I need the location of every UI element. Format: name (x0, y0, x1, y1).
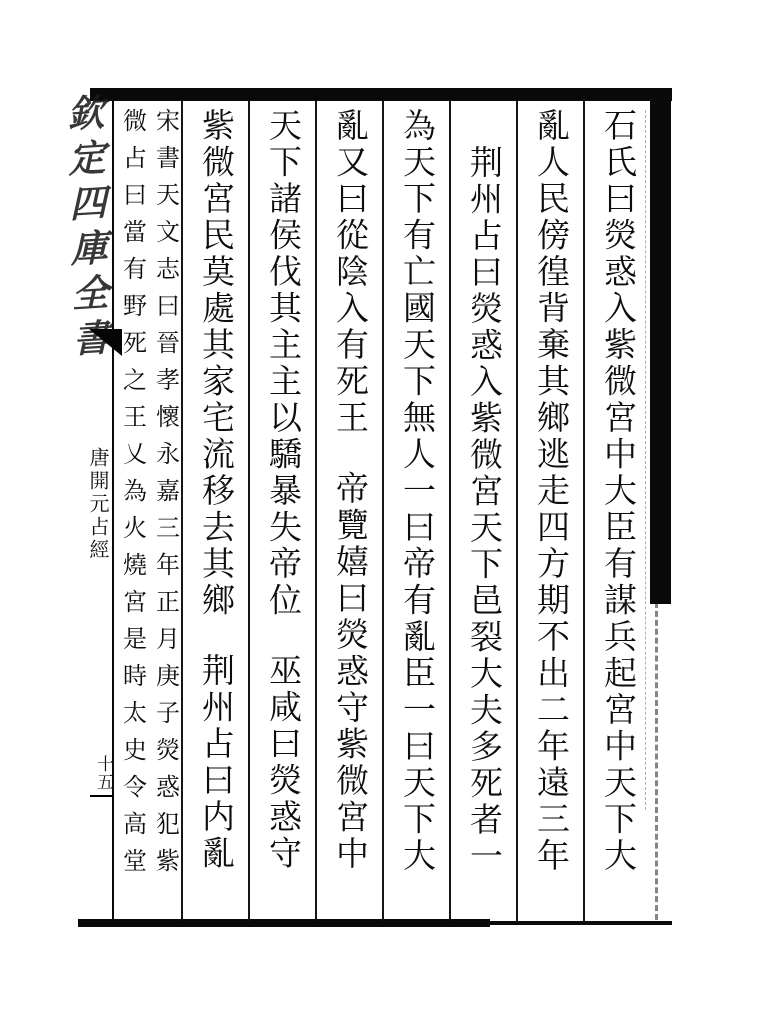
text-column (584, 108, 649, 920)
text-segment: 為天下有亡國天下無人一曰帝有亂臣一曰天下大 (398, 108, 434, 875)
text-segment: 巫咸曰熒惑守 (264, 653, 300, 872)
text-column (316, 108, 381, 920)
text-segment: 亂人民傍徨背棄其鄉逃走四方期不出二年遠三年 (532, 108, 568, 875)
frame-top-border (90, 88, 672, 101)
text-column (383, 108, 448, 920)
fold-corner-mark (89, 329, 122, 356)
folio-number: 十五 (94, 755, 113, 791)
text-segment: 紫微宮民莫處其家宅流移去其鄉 (197, 108, 233, 619)
text-segment: 亂又曰從陰入有死王 (331, 108, 367, 437)
folio-underline (90, 795, 112, 797)
frame-bottom-border-thick (78, 919, 490, 927)
margin-work-title: 唐開元占經 (86, 447, 108, 562)
frame-right-border (650, 88, 671, 604)
text-column (249, 108, 314, 920)
text-segment: 石氏曰熒惑入紫微宮中大臣有謀兵起宮中天下大 (599, 108, 635, 875)
text-column (450, 108, 515, 957)
text-column (182, 108, 247, 920)
annotation-subcolumn: 宋書天文志曰晉孝懷永嘉三年正月庚子熒惑犯紫 (151, 108, 178, 885)
collection-seal-text: 欽定四庫全書 (60, 92, 109, 366)
text-column (517, 108, 582, 920)
text-segment: 荆州占曰熒惑入紫微宮天下邑裂大夫多死者一 (465, 145, 501, 875)
text-segment: 荆州占曰内亂 (197, 653, 233, 872)
annotation-subcolumn: 微占曰當有野死之王乂為火燒宮是時太史令高堂 (118, 108, 145, 885)
text-segment: 帝覽嬉曰熒惑守紫微宮中 (331, 470, 367, 872)
text-segment: 天下諸侯伐其主主以驕暴失帝位 (264, 108, 300, 619)
annotation-column (115, 108, 180, 920)
frame-right-border-worn (655, 602, 658, 920)
frame-bottom-border-thin (490, 921, 672, 925)
